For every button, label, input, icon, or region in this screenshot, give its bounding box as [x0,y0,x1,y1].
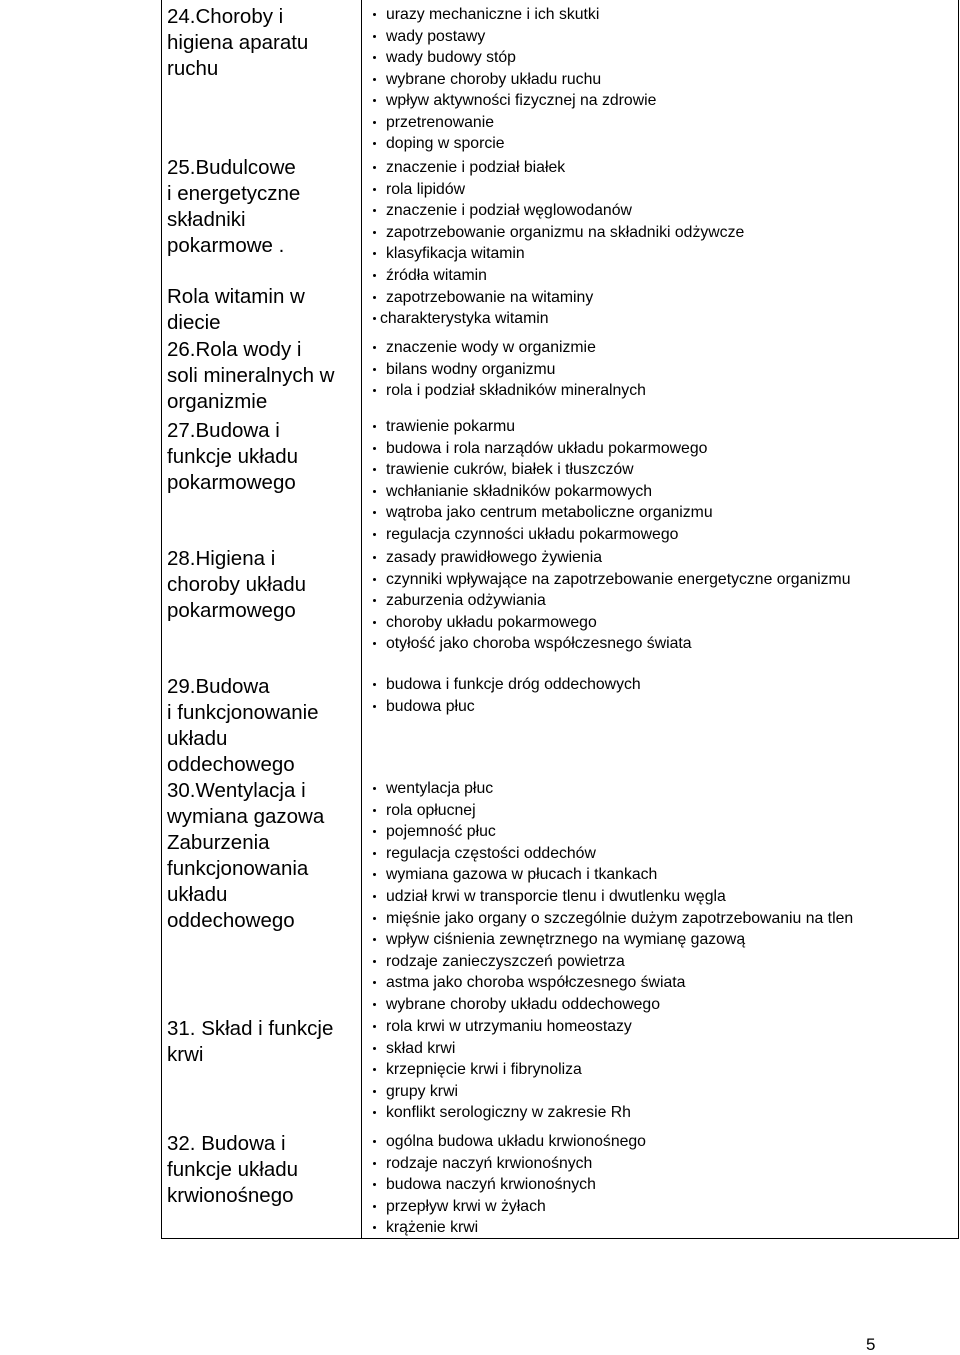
bullet-icon [373,830,376,833]
topic-line: Zaburzenia [167,831,270,854]
list-item [368,380,954,402]
bullet-icon [373,56,376,59]
list-item [368,502,954,524]
list-item-text: źródła witamin [386,266,487,284]
topic-4 [167,337,357,415]
list-item-text: trawienie pokarmu [386,418,516,435]
list-item [368,69,954,91]
bullet-icon [373,960,376,963]
list-item-text: astma jako choroba współczesnego świata [386,974,686,992]
topic-line: wymiana gazowa [167,805,325,828]
list-item [368,864,954,886]
bullet-icon [373,425,376,428]
list-item-text: wentylacja płuc [386,780,494,797]
list-item-text: budowa płuc [386,697,475,715]
bullet-icon [373,556,376,559]
list-item-text: zapotrzebowanie organizmu na składniki odżywcze [386,223,745,241]
list-item-text: czynniki wpływające na zapotrzebowanie energetyczne organizmu [386,570,851,588]
topic-3 [167,284,357,336]
bullet-icon [373,252,376,255]
bullet-icon [373,166,376,169]
bullet-icon [373,1068,376,1071]
bullet-icon [373,121,376,124]
bullet-icon [373,511,376,514]
list-item-text: rola opłucnej [386,801,476,819]
content-group-5 [368,547,954,655]
list-item [368,843,954,865]
topic-line: choroby układu [167,573,307,596]
topic-line: 32. Budowa i [167,1132,286,1155]
list-item [368,778,954,800]
topic-6 [167,546,357,624]
list-item-text: znaczenie wody w organizmie [386,339,596,356]
list-item [368,90,954,112]
list-item [368,821,954,843]
content-group-4 [368,416,954,546]
topic-line: 29.Budowa [167,675,270,698]
list-item [368,633,954,655]
bullet-icon [373,1025,376,1028]
list-item [368,1038,954,1060]
content-group-2 [368,157,954,330]
list-item-text: wpływ ciśnienia zewnętrznego na wymianę gazową [386,931,746,949]
topic-line: 31. Skład i funkcje [167,1017,334,1040]
list-item [368,800,954,822]
bullet-icon [373,274,376,277]
content-group-1 [368,4,954,155]
list-item-text: konflikt serologiczny w zakresie Rh [386,1104,631,1121]
list-item [368,47,954,69]
list-item [368,1174,954,1196]
list-item [368,590,954,612]
list-item-text: ogólna budowa układu krwionośnego [386,1133,646,1150]
topic-1 [167,4,357,82]
bullet-icon [373,683,376,686]
bullet-icon [373,533,376,536]
bullet-icon [373,981,376,984]
list-item [368,569,954,591]
list-item-text: krążenie krwi [386,1219,479,1236]
list-item [368,287,954,309]
topic-line: oddechowego [167,909,295,932]
list-item-text: budowa naczyń krwionośnych [386,1176,596,1193]
list-item-text: regulacja częstości oddechów [386,844,596,862]
list-item-text: znaczenie i podział węglowodanów [386,202,632,220]
content-group-7 [368,778,954,1016]
list-item [368,359,954,381]
list-item [368,612,954,634]
content-group-6 [368,674,954,717]
topic-line: 27.Budowa i [167,419,280,442]
list-item-text: rola krwi w utrzymaniu homeostazy [386,1018,632,1035]
list-item-text: klasyfikacja witamin [386,245,525,263]
topic-2 [167,155,357,259]
list-item-text: udział krwi w transporcie tlenu i dwutlenku węgla [386,887,726,905]
list-item [368,416,954,438]
list-item [368,1016,954,1038]
list-item-text: wybrane choroby układu ruchu [386,70,602,88]
list-item-text: rola i podział składników mineralnych [386,382,646,399]
list-item [368,459,954,481]
topic-line: 26.Rola wody i [167,338,302,361]
topic-line: i funkcjonowanie [167,701,319,724]
bullet-icon [373,578,376,581]
list-item-text: urazy mechaniczne i ich skutki [386,6,600,23]
list-item [368,112,954,134]
bullet-icon [373,35,376,38]
bullet-icon [373,231,376,234]
topic-line: 25.Budulcowe [167,156,296,179]
topic-10 [167,1131,357,1209]
bullet-icon [373,852,376,855]
list-item-text: charakterystyka witamin [380,310,549,328]
list-item [368,1217,954,1239]
topic-line: pokarmowe . [167,234,285,257]
list-item-text: zapotrzebowanie na witaminy [386,288,594,306]
bullet-icon [373,142,376,145]
topic-line: 28.Higiena i [167,547,276,570]
list-item [368,1196,954,1218]
list-item-text: regulacja czynności układu pokarmowego [386,525,679,543]
list-item-text: rodzaje naczyń krwionośnych [386,1154,593,1172]
bullet-icon [373,895,376,898]
topic-9 [167,1016,357,1068]
list-item-text: budowa i funkcje dróg oddechowych [386,676,641,693]
topic-line: i energetyczne [167,182,301,205]
list-item-text: przepływ krwi w żyłach [386,1197,546,1215]
list-item [368,1102,954,1124]
list-item [368,908,954,930]
topic-line: funkcje układu [167,445,299,468]
bullet-icon [373,209,376,212]
bullet-icon [373,1140,376,1143]
bullet-icon [373,13,376,16]
list-item-text: wątroba jako centrum metaboliczne organizmu [386,504,713,522]
bullet-icon [373,468,376,471]
bullet-icon [373,938,376,941]
list-item-text: wchłanianie składników pokarmowych [386,482,653,500]
topic-line: funkcjonowania [167,857,309,880]
topic-line: funkcje układu [167,1158,299,1181]
topic-line: pokarmowego [167,599,296,622]
list-item-text: wady postawy [386,27,486,45]
list-item [368,179,954,201]
list-item-text: otyłość jako choroba współczesnego świata [386,635,692,653]
bullet-icon [373,621,376,624]
content-group-3 [368,337,954,402]
list-item [368,265,954,287]
list-item-text: rodzaje zanieczyszczeń powietrza [386,952,625,970]
topic-line: krwi [167,1043,204,1066]
topic-line: ruchu [167,57,219,80]
list-item [368,243,954,265]
bullet-icon [373,296,376,299]
list-item-text: przetrenowanie [386,113,495,131]
list-item [368,4,954,26]
page-number: 5 [866,1335,876,1354]
topic-8 [167,778,357,934]
list-item [368,524,954,546]
list-item-text: wady budowy stóp [386,49,516,66]
topic-line: higiena aparatu [167,31,309,54]
topic-line: oddechowego [167,753,295,776]
bullet-icon [373,1003,376,1006]
bullet-icon [373,346,376,349]
list-item [368,1153,954,1175]
list-item [368,1131,954,1153]
bullet-icon [373,78,376,81]
list-item [368,994,954,1016]
bullet-icon [373,490,376,493]
column-divider [361,0,362,1238]
bullet-icon [373,705,376,708]
list-item [368,133,954,155]
list-item-text: budowa i rola narządów układu pokarmowego [386,439,708,457]
list-item [368,951,954,973]
list-item [368,547,954,569]
bullet-icon [373,368,376,371]
bullet-icon [373,1162,376,1165]
list-item [368,337,954,359]
topic-7 [167,674,357,778]
list-item [368,1059,954,1081]
list-item-text: znaczenie i podział białek [386,159,566,176]
list-item-text: wymiana gazowa w płucach i tkankach [386,866,658,884]
list-item [368,674,954,696]
list-item-text: krzepnięcie krwi i fibrynoliza [386,1061,582,1078]
topic-line: Rola witamin w [167,285,305,308]
topic-line: układu [167,727,228,750]
list-item-text: skład krwi [386,1039,456,1057]
list-item [368,1081,954,1103]
list-item [368,222,954,244]
list-item-text: doping w sporcie [386,135,505,152]
bullet-icon [373,1226,376,1229]
bullet-icon [373,99,376,102]
list-item [368,308,954,330]
topic-line: organizmie [167,390,268,413]
topic-line: pokarmowego [167,471,296,494]
list-item-text: wpływ aktywności fizycznej na zdrowie [386,92,657,109]
topic-line: składniki [167,208,246,231]
bullet-icon [373,389,376,392]
bullet-icon [373,873,376,876]
list-item [368,200,954,222]
bullet-icon [373,1205,376,1208]
bullet-icon [373,1090,376,1093]
bullet-icon [373,447,376,450]
bullet-icon [373,1047,376,1050]
list-item-text: bilans wodny organizmu [386,360,556,378]
list-item-text: trawienie cukrów, białek i tłuszczów [386,461,634,479]
bullet-icon [373,642,376,645]
list-item [368,886,954,908]
bullet-icon [373,1183,376,1186]
list-item [368,438,954,460]
bullet-icon [373,1111,376,1114]
list-item [368,26,954,48]
bullet-icon [373,809,376,812]
content-group-8 [368,1016,954,1124]
list-item-text: rola lipidów [386,180,466,198]
list-item-text: choroby układu pokarmowego [386,613,597,631]
list-item-text: zaburzenia odżywiania [386,592,546,610]
topic-line: diecie [167,311,221,334]
topic-5 [167,418,357,496]
list-item [368,481,954,503]
bullet-icon [373,317,376,320]
list-item [368,929,954,951]
list-item [368,157,954,179]
topic-line: układu [167,883,228,906]
list-item-text: wybrane choroby układu oddechowego [386,995,661,1013]
list-item-text: grupy krwi [386,1082,458,1100]
bullet-icon [373,599,376,602]
list-item-text: pojemność płuc [386,823,496,841]
list-item-text: mięśnie jako organy o szczególnie dużym zapotrzebowaniu na tlen [386,909,854,927]
list-item [368,696,954,718]
bullet-icon [373,188,376,191]
list-item [368,972,954,994]
list-item-text: zasady prawidłowego żywienia [386,549,603,566]
content-group-9 [368,1131,954,1239]
topic-line: krwionośnego [167,1184,294,1207]
bullet-icon [373,787,376,790]
bullet-icon [373,917,376,920]
topic-line: 30.Wentylacja i [167,779,306,802]
topic-line: soli mineralnych w [167,364,335,387]
topic-line: 24.Choroby i [167,5,284,28]
